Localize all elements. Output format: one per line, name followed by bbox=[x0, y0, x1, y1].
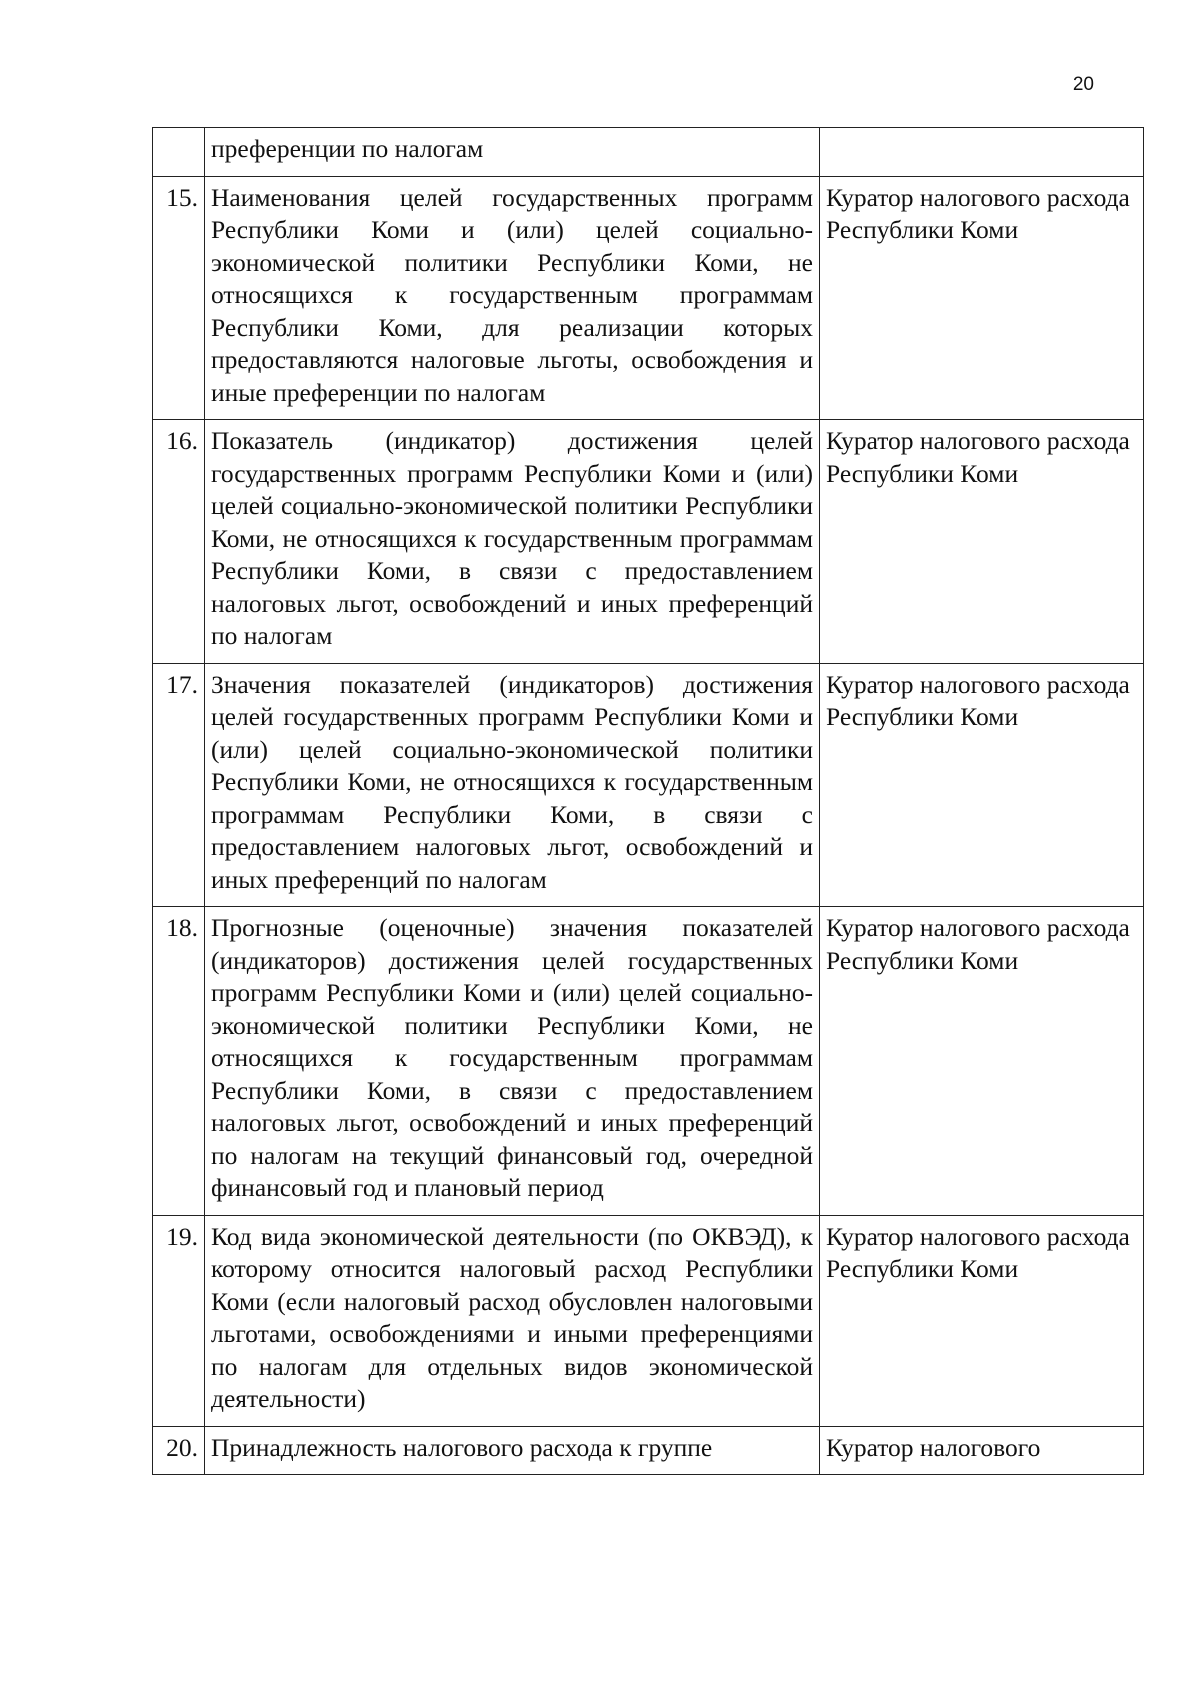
row-description: Значения показателей (индикаторов) достижения целей государственных программ Республики Коми и (или) целей социально-экономической политики Республики Коми, не относящихся к государственным программам Республики Коми, в связи с предоставлением налоговых льгот, освобождений и иных преференций по налогам bbox=[205, 663, 820, 907]
row-number: 20. bbox=[153, 1426, 205, 1475]
table-row-continuation bbox=[153, 128, 1144, 177]
row-description: Наименования целей государственных программ Республики Коми и (или) целей социально-экономической политики Республики Коми, не относящихся к государственным программам Республики Коми, для реализации которых предоставляются налоговые льготы, освобождения и иные преференции по налогам bbox=[205, 176, 820, 420]
row-description: Показатель (индикатор) достижения целей государственных программ Республики Коми и (или) целей социально-экономической политики Республики Коми, не относящихся к государственным программам Республики Коми, в связи с предоставлением налоговых льгот, освобождений и иных преференций по налогам bbox=[205, 420, 820, 664]
requirements-table bbox=[152, 127, 1144, 1475]
row-number: 17. bbox=[153, 663, 205, 907]
row-description: Прогнозные (оценочные) значения показателей (индикаторов) достижения целей государственных программ Республики Коми и (или) целей социально-экономической политики Республики Коми, не относящихся к государственным программам Республики Коми, в связи с предоставлением налоговых льгот, освобождений и иных преференций по налогам на текущий финансовый год, очередной финансовый год и плановый период bbox=[205, 907, 820, 1216]
row-responsible: Куратор налогового расхода Республики Коми bbox=[820, 663, 1144, 907]
continuation-text: преференции по налогам bbox=[205, 128, 820, 177]
row-number: 16. bbox=[153, 420, 205, 664]
row-description: Принадлежность налогового расхода к группе bbox=[205, 1426, 820, 1475]
row-responsible: Куратор налогового расхода Республики Коми bbox=[820, 420, 1144, 664]
row-number: 18. bbox=[153, 907, 205, 1216]
row-responsible: Куратор налогового bbox=[820, 1426, 1144, 1475]
responsible-cell bbox=[820, 128, 1144, 177]
row-responsible: Куратор налогового расхода Республики Коми bbox=[820, 176, 1144, 420]
row-number: 19. bbox=[153, 1215, 205, 1426]
table-row bbox=[153, 420, 1144, 664]
row-responsible: Куратор налогового расхода Республики Коми bbox=[820, 907, 1144, 1216]
row-description: Код вида экономической деятельности (по ОКВЭД), к которому относится налоговый расход Республики Коми (если налоговый расход обусловлен налоговыми льготами, освобождениями и иными преференциями по налогам для отдельных видов экономической деятельности) bbox=[205, 1215, 820, 1426]
row-number-cell bbox=[153, 128, 205, 177]
table-row bbox=[153, 176, 1144, 420]
table-row bbox=[153, 907, 1144, 1216]
page-number: 20 bbox=[1072, 74, 1094, 95]
table-row bbox=[153, 1426, 1144, 1475]
table-row bbox=[153, 663, 1144, 907]
table-row bbox=[153, 1215, 1144, 1426]
row-responsible: Куратор налогового расхода Республики Коми bbox=[820, 1215, 1144, 1426]
row-number: 15. bbox=[153, 176, 205, 420]
